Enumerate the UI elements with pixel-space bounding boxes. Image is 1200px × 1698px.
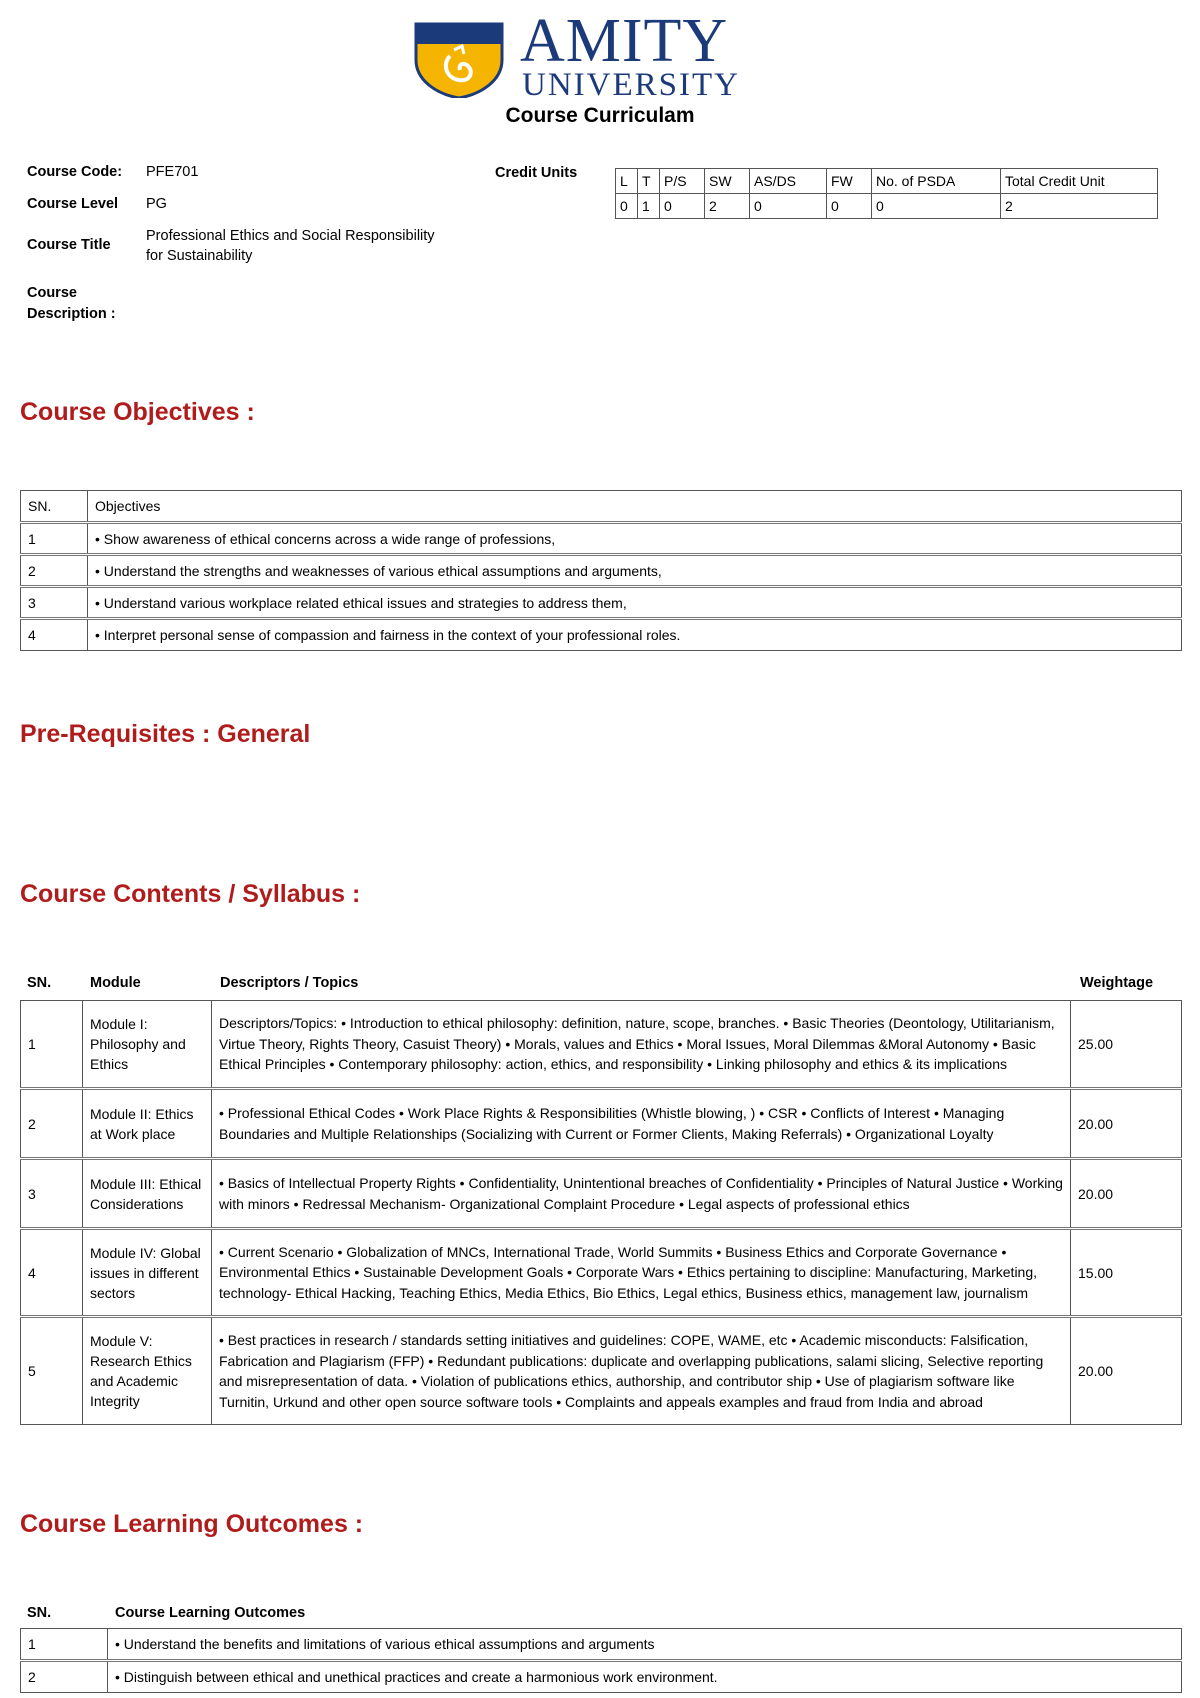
row-sn: 1 — [21, 1001, 83, 1089]
course-title-line1: Professional Ethics and Social Responsibility — [146, 228, 435, 244]
column-header-weightage: Weightage — [1080, 975, 1154, 991]
column-header-objectives: Objectives — [88, 491, 1182, 523]
credit-value-cell: 0 — [827, 194, 872, 219]
row-topics: Descriptors/Topics: • Introduction to ethical philosophy: definition, nature, scope, branches. • Basic Theories (Deontology, Utilitarianism, Virtue Theory, Rights Theory, Casuist Theory) • Morals, values and Ethics • Moral Issues, Moral Dilemmas &Moral Autonomy • Basic Ethical Principles • Contemporary philosophy: action, ethics, and responsibility • Linking philosophy and ethics & its implications — [212, 1001, 1071, 1089]
row-outcome: • Distinguish between ethical and unethical practices and create a harmonious work environment. — [108, 1661, 1182, 1693]
credit-header-cell: P/S — [660, 169, 705, 194]
table-row — [21, 1001, 1182, 1089]
row-topics: • Best practices in research / standards setting initiatives and guidelines: COPE, WAME, etc • Academic misconducts: Falsification, Fabrication and Plagiarism (FFP) • Redundant publications: duplicate and overlapping publications, salami slicing, Selective reporting and misrepresentation of data. • Violation of publications ethics, authorship, and contributor ship • Use of plagiarism software like Turnitin, Urkund and other open source software tools • Complaints and appeals examples and fraud from India and abroad — [212, 1317, 1071, 1425]
credit-header-cell: SW — [705, 169, 750, 194]
course-code-value: PFE701 — [146, 164, 199, 180]
column-header-outcomes: Course Learning Outcomes — [115, 1605, 306, 1621]
row-weightage: 20.00 — [1071, 1089, 1182, 1159]
row-outcome: • Understand the benefits and limitations of various ethical assumptions and arguments — [108, 1629, 1182, 1661]
credit-units-table — [615, 168, 1158, 219]
credit-value-cell: 0 — [750, 194, 827, 219]
credit-header-cell: No. of PSDA — [872, 169, 1001, 194]
table-row — [21, 523, 1182, 555]
row-objective: • Understand the strengths and weaknesses of various ethical assumptions and arguments, — [88, 555, 1182, 587]
course-title-line2: for Sustainability — [146, 248, 253, 264]
course-code-label: Course Code: — [27, 164, 123, 180]
row-sn: 3 — [21, 1159, 83, 1229]
amity-logo — [412, 7, 792, 103]
course-title-label: Course Title — [27, 237, 111, 253]
university-shield-icon — [412, 20, 506, 98]
row-topics: • Basics of Intellectual Property Rights • Confidentiality, Unintentional breaches of Confidentiality • Principles of Natural Justice • Working with minors • Redressal Mechanism- Organizational Complaint Procedure • Legal aspects of professional ethics — [212, 1159, 1071, 1229]
credit-value-cell: 2 — [1001, 194, 1158, 219]
prerequisites-heading: Pre-Requisites : General — [20, 720, 311, 748]
credit-header-cell: L — [616, 169, 638, 194]
row-weightage: 20.00 — [1071, 1317, 1182, 1425]
row-sn: 4 — [21, 619, 88, 651]
row-module: Module IV: Global issues in different sectors — [83, 1229, 212, 1317]
row-sn: 1 — [21, 523, 88, 555]
row-sn: 4 — [21, 1229, 83, 1317]
course-description-label — [27, 283, 116, 325]
table-row — [21, 587, 1182, 619]
column-header-descriptors: Descriptors / Topics — [220, 975, 359, 991]
credit-value-row — [616, 194, 1158, 219]
credit-value-cell: 0 — [616, 194, 638, 219]
outcomes-heading: Course Learning Outcomes : — [20, 1510, 364, 1538]
credit-value-cell: 1 — [638, 194, 660, 219]
column-header-sn: SN. — [21, 491, 88, 523]
syllabus-table — [20, 1000, 1182, 1425]
row-module: Module III: Ethical Considerations — [83, 1159, 212, 1229]
course-level-value: PG — [146, 196, 167, 212]
objectives-table — [20, 490, 1182, 651]
table-header-row — [21, 491, 1182, 523]
row-sn: 2 — [21, 555, 88, 587]
credit-header-cell: FW — [827, 169, 872, 194]
row-sn: 3 — [21, 587, 88, 619]
row-weightage: 20.00 — [1071, 1159, 1182, 1229]
course-description-label-line1: Course — [27, 285, 77, 301]
table-row — [21, 1661, 1182, 1693]
column-header-sn: SN. — [27, 975, 52, 991]
brand-name: AMITY — [520, 7, 729, 75]
credit-value-cell: 0 — [660, 194, 705, 219]
column-header-module: Module — [90, 975, 141, 991]
row-sn: 2 — [21, 1089, 83, 1159]
column-header-sn: SN. — [27, 1605, 52, 1621]
table-row — [21, 1229, 1182, 1317]
credit-header-cell: T — [638, 169, 660, 194]
row-weightage: 15.00 — [1071, 1229, 1182, 1317]
objectives-heading: Course Objectives : — [20, 398, 255, 426]
credit-units-label: Credit Units — [495, 165, 578, 181]
course-level-label: Course Level — [27, 196, 119, 212]
row-module: Module I: Philosophy and Ethics — [83, 1001, 212, 1089]
table-row — [21, 1317, 1182, 1425]
credit-value-cell: 2 — [705, 194, 750, 219]
course-title-value — [146, 226, 435, 266]
row-objective: • Show awareness of ethical concerns across a wide range of professions, — [88, 523, 1182, 555]
row-topics: • Current Scenario • Globalization of MNCs, International Trade, World Summits • Business Ethics and Corporate Governance • Environmental Ethics • Sustainable Development Goals • Corporate Wars • Ethics pertaining to discipline: Manufacturing, Marketing, technology- Ethical Hacking, Teaching Ethics, Media Ethics, Bio Ethics, Legal ethics, Business ethics, management law, journalism — [212, 1229, 1071, 1317]
row-sn: 1 — [21, 1629, 108, 1661]
syllabus-heading: Course Contents / Syllabus : — [20, 880, 361, 908]
table-row — [21, 1089, 1182, 1159]
table-row — [21, 1629, 1182, 1661]
credit-header-cell: Total Credit Unit — [1001, 169, 1158, 194]
credit-value-cell: 0 — [872, 194, 1001, 219]
row-module: Module II: Ethics at Work place — [83, 1089, 212, 1159]
row-sn: 2 — [21, 1661, 108, 1693]
credit-header-row — [616, 169, 1158, 194]
document-title: Course Curriculam — [505, 104, 695, 127]
row-sn: 5 — [21, 1317, 83, 1425]
brand-subtitle: UNIVERSITY — [522, 67, 740, 103]
table-row — [21, 555, 1182, 587]
row-module: Module V: Research Ethics and Academic Integrity — [83, 1317, 212, 1425]
row-objective: • Understand various workplace related ethical issues and strategies to address them, — [88, 587, 1182, 619]
course-description-label-line2: Description : — [27, 306, 116, 322]
row-weightage: 25.00 — [1071, 1001, 1182, 1089]
table-row — [21, 1159, 1182, 1229]
credit-header-cell: AS/DS — [750, 169, 827, 194]
table-row — [21, 619, 1182, 651]
row-objective: • Interpret personal sense of compassion and fairness in the context of your professional roles. — [88, 619, 1182, 651]
row-topics: • Professional Ethical Codes • Work Place Rights & Responsibilities (Whistle blowing, ) • CSR • Conflicts of Interest • Managing Boundaries and Multiple Relationships (Socializing with Current or Former Clients, Making Referrals) • Organizational Loyalty — [212, 1089, 1071, 1159]
outcomes-table — [20, 1628, 1182, 1693]
